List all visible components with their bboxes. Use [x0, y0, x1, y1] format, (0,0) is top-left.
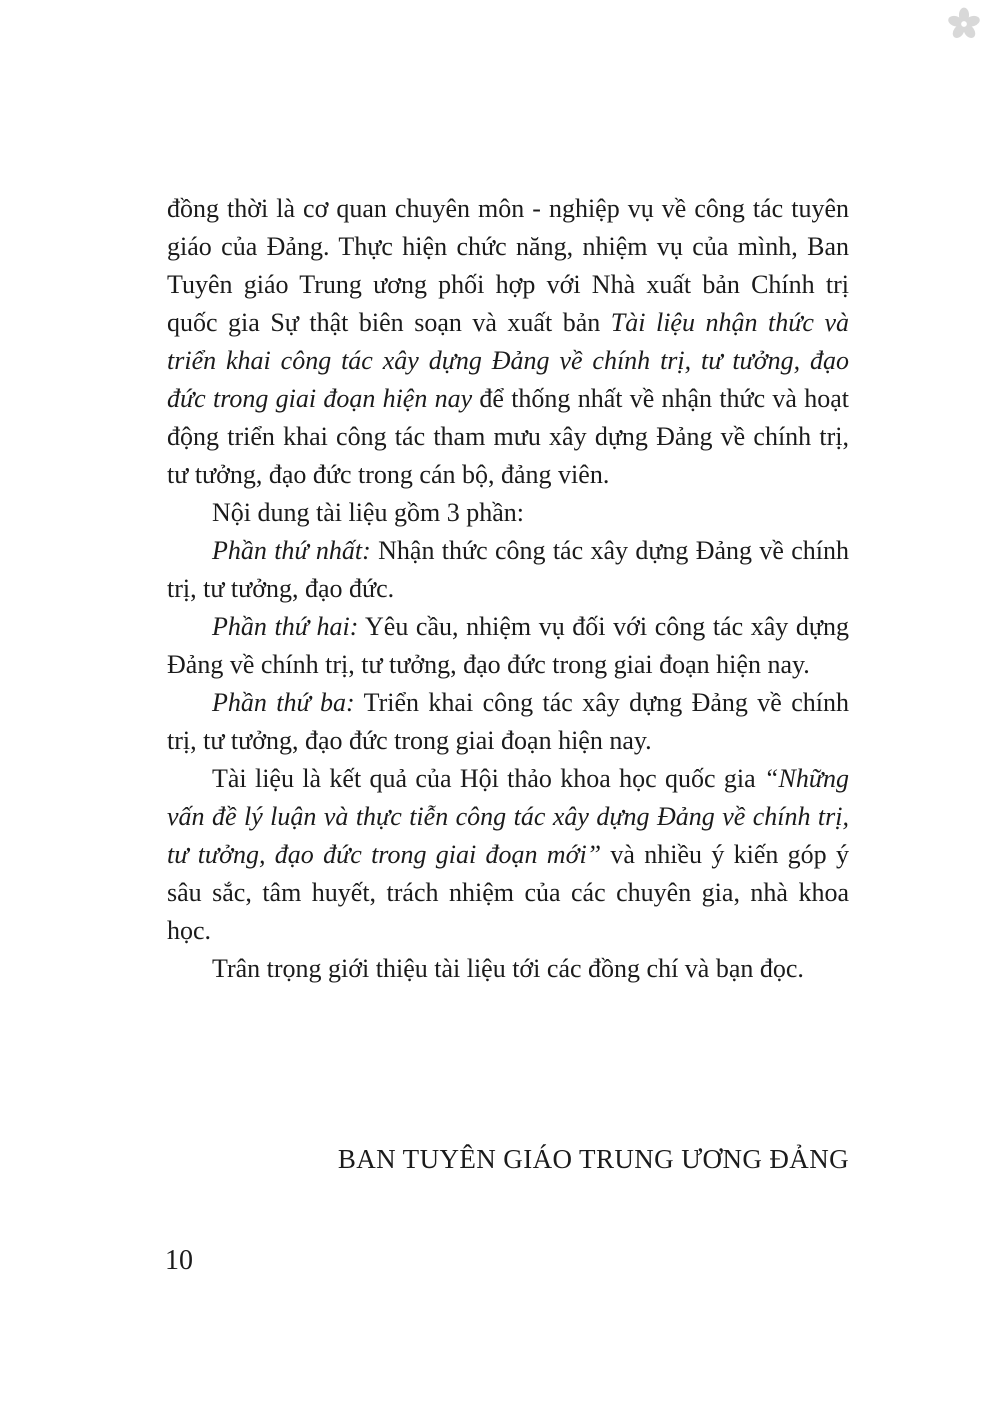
italic-label-run: Phần thứ nhất:: [212, 536, 371, 565]
paragraph-part-two: [167, 608, 849, 684]
text-run: Trân trọng giới thiệu tài liệu tới các đồng chí và bạn đọc.: [212, 954, 804, 983]
text-run: Nội dung tài liệu gồm 3 phần:: [212, 498, 524, 527]
paragraph-closing: [167, 950, 849, 988]
paragraph-source: [167, 760, 849, 950]
body-text: [167, 190, 849, 988]
text-run: đồng thời là cơ quan chuyên môn - nghiệp vụ về công tác tuyên giáo của Đảng. Thực hiện chức năng, nhiệm vụ của mình, Ban Tuyên giáo Trung ương phối hợp với Nhà xuất bản Chính trị quốc gia Sự thật biên soạn và xuất bản: [167, 194, 849, 337]
italic-title-run: Tài liệu nhận thức và triển khai công tác xây dựng Đảng về chính trị, tư tưởng, đạo đức trong giai đoạn hiện nay: [167, 308, 850, 413]
text-run: Nhận thức công tác xây dựng Đảng về chính trị, tư tưởng, đạo đức.: [167, 536, 849, 603]
text-run: Triển khai công tác xây dựng Đảng về chính trị, tư tưởng, đạo đức trong giai đoạn hiện nay.: [167, 688, 850, 755]
paragraph-part-one: [167, 532, 849, 608]
text-run: và nhiều ý kiến góp ý sâu sắc, tâm huyết, trách nhiệm của các chuyên gia, nhà khoa học.: [167, 840, 849, 945]
page-number: 10: [165, 1245, 193, 1276]
paragraph-part-three: [167, 684, 849, 760]
paragraph-intro: [167, 190, 849, 494]
paragraph-contents-lead: [167, 494, 849, 532]
signature: BAN TUYÊN GIÁO TRUNG ƯƠNG ĐẢNG: [337, 1144, 849, 1174]
italic-label-run: Phần thứ hai:: [212, 612, 359, 641]
italic-quote-run: “Những vấn đề lý luận và thực tiễn công tác xây dựng Đảng về chính trị, tư tưởng, đạo đức trong giai đoạn mới”: [167, 764, 849, 869]
flower-asterisk-icon: [946, 6, 982, 42]
text-run: để thống nhất về nhận thức và hoạt động triển khai công tác tham mưu xây dựng Đảng về chính trị, tư tưởng, đạo đức trong cán bộ, đảng viên.: [167, 384, 849, 489]
text-run: Yêu cầu, nhiệm vụ đối với công tác xây dựng Đảng về chính trị, tư tưởng, đạo đức trong giai đoạn hiện nay.: [167, 612, 849, 679]
italic-label-run: Phần thứ ba:: [212, 688, 355, 717]
text-run: Tài liệu là kết quả của Hội thảo khoa học quốc gia: [212, 764, 765, 793]
